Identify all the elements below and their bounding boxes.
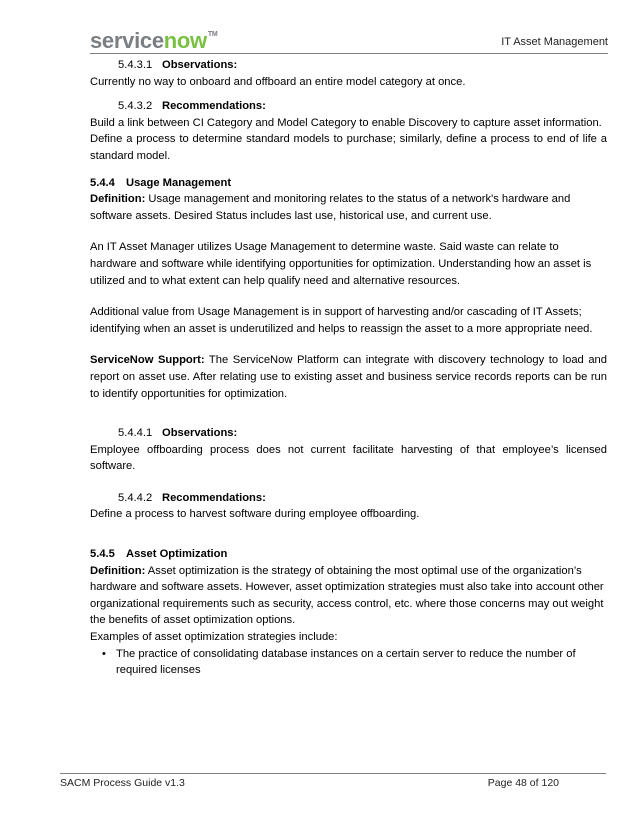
footer-page-number: Page 48 of 120 — [487, 777, 559, 789]
document-title: IT Asset Management — [501, 36, 608, 48]
asset-optimization-definition: Definition: Asset optimization is the strategy of obtaining the most optimal use of the organization’s hardware and software assets. However, asset optimization strategies must also take into account other organizational requirements such as security, access control, etc. where those concerns may out weight the benefits of asset optimization options. — [90, 564, 604, 627]
recommendation-5-4-3-2-p2: Define a process to determine standard models to purchase; similarly, define a process to end of life a standard model. — [90, 133, 607, 162]
servicenow-logo: servicenow™ — [90, 28, 218, 53]
heading-5-4-3-1: 5.4.3.1 Observations: — [118, 59, 238, 71]
heading-5-4-4-2: 5.4.4.2 Recommendations: — [118, 491, 266, 504]
footer-document-name: SACM Process Guide v1.3 — [60, 777, 185, 789]
page-header — [90, 24, 608, 54]
heading-5-4-3-2: 5.4.3.2 Recommendations: — [118, 100, 266, 113]
heading-5-4-4: 5.4.4 Usage Management — [90, 176, 232, 189]
recommendation-5-4-4-2-text: Define a process to harvest software during employee offboarding. — [90, 508, 420, 521]
usage-management-p1: An IT Asset Manager utilizes Usage Management to determine waste. Said waste can relate to hardware and software while identifying opportunities for optimization. Understanding how an asset is utilized and to what extent can help qualify need and alternative resources. — [90, 241, 592, 287]
usage-management-p2: Additional value from Usage Management is in support of harvesting and/or cascading of IT Assets; identifying when an asset is underutilized and helps to reassign the asset to a more appropriate need. — [90, 306, 593, 335]
asset-optimization-examples-intro: Examples of asset optimization strategies include: — [90, 631, 338, 644]
heading-5-4-4-1: 5.4.4.1 Observations: — [118, 427, 238, 440]
observations-5-4-4-1-text: Employee offboarding process does not current facilitate harvesting of that employee’s licensed software. — [90, 443, 607, 473]
recommendation-5-4-3-2-p1: Build a link between CI Category and Model Category to enable Discovery to capture asset information. — [90, 116, 602, 129]
list-item: • The practice of consolidating database instances on a certain server to reduce the number of required licenses — [102, 647, 576, 677]
observations-5-4-3-1-text: Currently no way to onboard and offboard an entire model category at once. — [90, 75, 466, 88]
servicenow-support: ServiceNow Support: The ServiceNow Platform can integrate with discovery technology to load and report on asset use. After relating use to existing asset and business service records reports can be run to identify opportunities for optimization. — [90, 354, 607, 400]
footer-divider — [60, 773, 606, 774]
usage-management-definition: Definition: Usage management and monitoring relates to the status of a network's hardware and software assets. Desired Status includes last use, historical use, and current use. — [90, 193, 571, 222]
heading-5-4-5: 5.4.5 Asset Optimization — [90, 548, 228, 561]
header-divider — [90, 53, 608, 54]
page-content — [90, 57, 607, 679]
bullet-icon: • — [102, 647, 106, 660]
